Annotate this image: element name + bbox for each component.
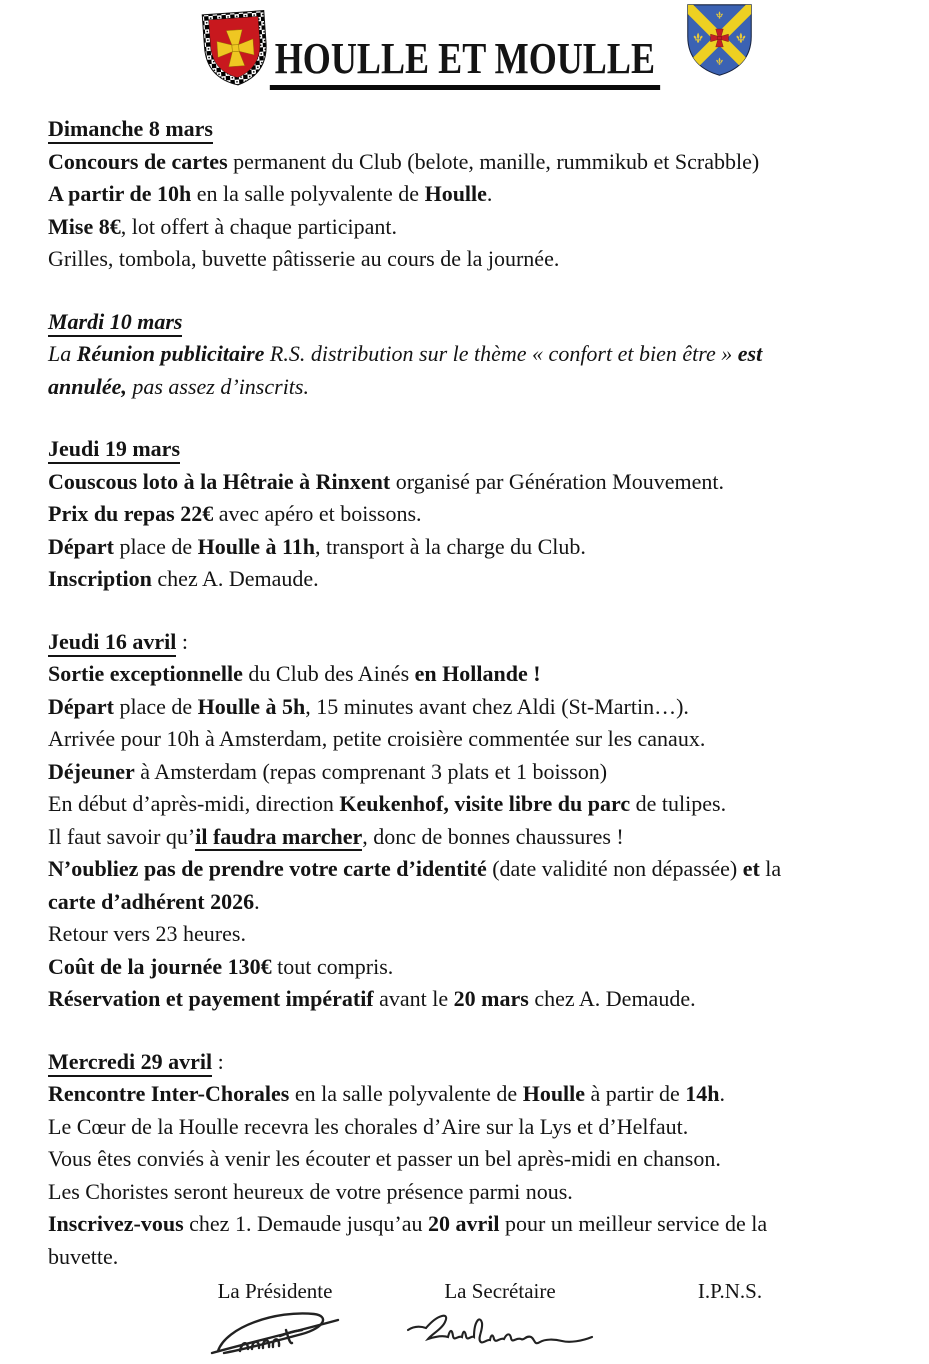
text-run: Houlle à 5h [197,693,306,719]
paragraph [48,531,908,564]
content [48,113,908,1273]
text-run: (date validité non dépassée) [486,856,743,881]
text-run: Rencontre Inter-Chorales [48,1081,290,1106]
text-run: . [254,888,260,914]
text-run: avant le [373,986,454,1011]
text-run: la [759,856,782,881]
secretary-signature-icon [404,1306,596,1356]
text-run: Sortie exceptionnelle [48,661,243,686]
moulle-crest-icon [685,2,754,78]
section-heading [48,113,908,146]
paragraph [48,918,908,951]
text-run: Départ [48,693,114,719]
text-run: Vous êtes conviés à venir les écouter et passer un bel après-midi en chanson. [48,1146,721,1171]
text-run: Il faut savoir qu’ [48,823,196,849]
paragraph [48,563,908,596]
text-run: Les Choristes seront heureux de votre présence parmi nous. [48,1178,573,1204]
paragraph [48,243,908,276]
text-run: Couscous loto à la Hêtraie à Rinxent [48,468,391,494]
text-run: . [719,1081,725,1106]
paragraph [48,853,908,918]
page-title [0,36,929,90]
paragraph [48,1208,908,1273]
text-run: annulée, [48,373,127,399]
document-footer [0,1278,929,1364]
text-run: Houlle [522,1081,586,1106]
text-run: tout compris. [271,953,394,979]
text-run: Keukenhof, visite libre du parc [339,791,631,816]
text-run: Mise 8€ [48,213,121,239]
text-run: , transport à la charge du Club. [315,533,586,559]
paragraph [48,146,908,179]
paragraph [48,658,908,691]
paragraph [48,211,908,244]
text-run: Retour vers 23 heures. [48,921,246,946]
text-run: organisé par Génération Mouvement. [390,468,724,494]
text-run: Houlle à 11h [197,533,316,559]
paragraph [48,983,908,1016]
president-signature-icon [206,1306,344,1360]
text-run: , 15 minutes avant chez Aldi (St-Martin…). [305,693,689,719]
paragraph [48,691,908,724]
text-run: chez 1. Demaude jusqu’au [183,1211,429,1236]
text-run: Arrivée pour 10h à Amsterdam, petite croisière commentée sur les canaux. [48,726,706,751]
paragraph [48,498,908,531]
text-run: place de [113,693,198,719]
section-heading-text: Mardi 10 mars [48,309,182,337]
section-heading-text: Jeudi 16 avril [48,629,176,657]
paragraph [48,338,908,403]
paragraph [48,178,908,211]
event-section [48,1046,908,1274]
text-run: La [48,341,77,366]
section-heading-text: Dimanche 8 mars [48,116,213,144]
text-run: 14h [685,1081,720,1106]
text-run: en la salle polyvalente de [191,181,425,206]
section-heading [48,433,908,466]
text-run: du Club des Ainés [242,661,415,686]
text-run: avec apéro et boissons. [213,501,422,526]
ipns-block [655,1278,805,1304]
text-run: en Hollande ! [414,661,541,686]
text-run: A partir de 10h [48,181,192,206]
text-run: pas assez d’inscrits. [126,373,309,399]
paragraph [48,1143,908,1176]
text-run: en la salle polyvalente de [289,1081,523,1106]
text-run: Réunion publicitaire [76,341,265,366]
paragraph [48,821,908,854]
text-run: à partir de [585,1081,686,1106]
event-section [48,626,908,1016]
text-run: il faudra marcher [195,823,363,849]
text-run: Inscrivez-vous [48,1211,184,1236]
paragraph [48,466,908,499]
text-run: Grilles, tombola, buvette pâtisserie au cours de la journée. [48,246,560,271]
text-run: Inscription [48,566,152,591]
text-run: Départ [48,533,114,559]
text-run: est [737,341,763,366]
text-run: Le Cœur de la Houlle recevra les chorales d’Aire sur la Lys et d’Helfaut. [48,1113,689,1139]
section-heading-suffix: : [176,628,188,654]
secretary-label: La Secrétaire [444,1279,556,1303]
paragraph [48,1111,908,1144]
text-run: , lot offert à chaque participant. [120,213,398,239]
section-heading-text: Mercredi 29 avril [48,1049,212,1077]
event-section [48,113,908,276]
paragraph [48,756,908,789]
text-run: carte d’adhérent 2026 [48,888,255,914]
text-run: Prix du repas 22€ [48,501,214,526]
president-label: La Présidente [217,1279,333,1303]
paragraph [48,1078,908,1111]
secretary-block [395,1278,605,1356]
text-run: pour un meilleur service de la [499,1211,768,1236]
text-run: chez A. Demaude. [528,986,696,1011]
paragraph [48,1176,908,1209]
text-run: à Amsterdam (repas comprenant 3 plats et 1 boisson) [134,758,608,784]
text-run: permanent du Club (belote, manille, rummikub et Scrabble) [227,148,760,174]
text-run: chez A. Demaude. [151,566,319,591]
ipns-label: I.P.N.S. [697,1279,763,1303]
president-block [180,1278,370,1360]
text-run: , donc de bonnes chaussures ! [362,823,624,849]
paragraph [48,788,908,821]
section-heading-text: Jeudi 19 mars [48,436,180,464]
text-run: R.S. distribution sur le thème « confort et bien être » [264,341,738,366]
text-run: Coût de la journée 130€ [48,953,272,979]
text-run: Houlle [424,181,487,206]
text-run: et [742,856,760,881]
event-section [48,433,908,596]
section-heading-suffix: : [212,1048,224,1074]
text-run: En début d’après-midi, direction [48,791,340,816]
text-run: 20 avril [428,1211,500,1236]
text-run: 20 mars [453,986,529,1011]
section-heading [48,1046,908,1079]
text-run: place de [113,533,198,559]
section-heading [48,626,908,659]
text-run: Concours de cartes [48,148,228,174]
page-title-text: HOULLE ET MOULLE [269,36,659,90]
text-run: Déjeuner [48,758,135,784]
text-run: N’oubliez pas de prendre votre carte d’identité [48,856,487,881]
text-run: buvette. [48,1243,119,1269]
paragraph [48,951,908,984]
paragraph [48,723,908,756]
text-run: . [486,181,493,206]
text-run: de tulipes. [630,791,727,816]
event-section [48,306,908,404]
text-run: Réservation et payement impératif [48,986,374,1011]
section-heading [48,306,908,339]
